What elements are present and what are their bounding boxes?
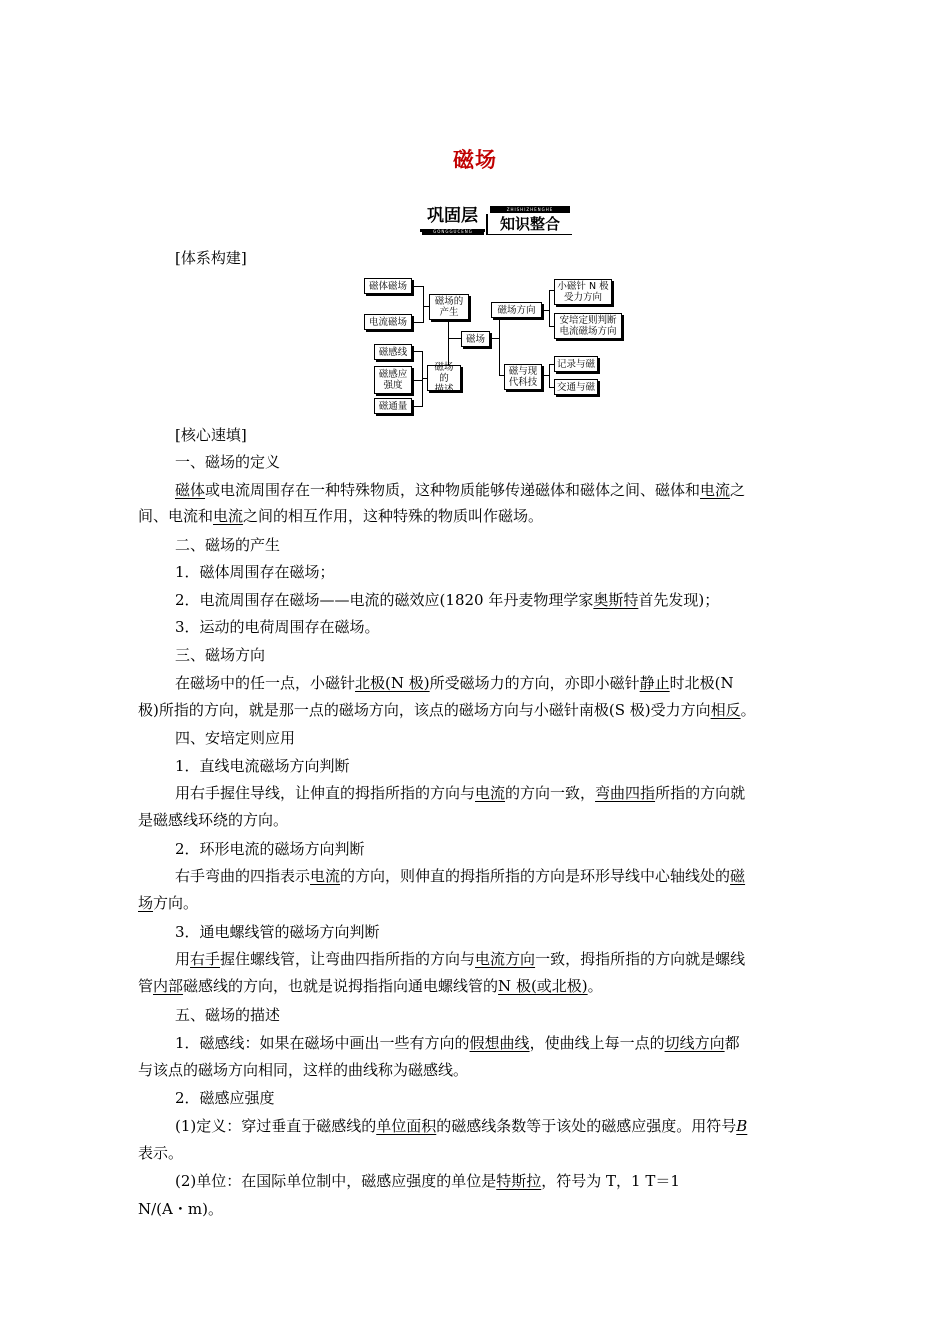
text: 磁感线的方向，也就是说拇指指向通电螺线管的 bbox=[183, 977, 499, 995]
node-flux: 磁通量 bbox=[374, 398, 412, 414]
text: 所受磁场力的方向，亦即小磁针 bbox=[429, 674, 640, 692]
text: 的方向，则伸直的拇指所指的方向是环形导线中心轴线处的 bbox=[340, 867, 731, 885]
s5-p2-line1 bbox=[175, 1113, 853, 1139]
node-field-center: 磁场 bbox=[461, 331, 490, 347]
blank: 静止 bbox=[639, 674, 670, 692]
node-field-description bbox=[427, 361, 461, 395]
s4-sub3: 3．通电螺线管的磁场方向判断 bbox=[175, 923, 380, 941]
node-field-direction: 磁场方向 bbox=[491, 302, 542, 318]
node-magnet-field: 磁体磁场 bbox=[364, 278, 412, 294]
diagram-line bbox=[549, 364, 550, 387]
s5-heading: 五、磁场的描述 bbox=[175, 1006, 281, 1024]
blank: 电流 bbox=[475, 784, 506, 802]
blank: 相反 bbox=[710, 701, 741, 719]
text: 1．磁感线：如果在磁场中画出一些有方向的 bbox=[175, 1034, 470, 1052]
text: 之间的相互作用，这种特殊的物质叫作磁场。 bbox=[243, 507, 544, 525]
node-current-field: 电流磁场 bbox=[364, 314, 412, 330]
s5-p1-line2: 与该点的磁场方向相同，这样的曲线称为磁感线。 bbox=[138, 1061, 469, 1079]
text: 用 bbox=[175, 950, 191, 968]
s1-heading: 一、磁场的定义 bbox=[175, 453, 281, 471]
s1-line2 bbox=[138, 503, 816, 529]
blank: 磁体 bbox=[175, 481, 206, 499]
blank: 右手 bbox=[190, 950, 221, 968]
s4-heading: 四、安培定则应用 bbox=[175, 729, 296, 747]
text: 2．电流周围存在磁场——电流的磁效应(1820 年丹麦物理学家 bbox=[175, 591, 594, 609]
blank: 电流 bbox=[310, 867, 341, 885]
diagram-line bbox=[412, 380, 422, 381]
text: 之 bbox=[730, 481, 746, 499]
node-needle-force-line2: 受力方向 bbox=[563, 292, 602, 303]
banner-right-pinyin: ZHISHIZHENGHE bbox=[490, 206, 570, 213]
s4-p2-line2 bbox=[138, 890, 816, 916]
s2-heading: 二、磁场的产生 bbox=[175, 536, 281, 554]
s4-p3-line1 bbox=[175, 946, 853, 972]
s2-item3: 3．运动的电荷周围存在磁场。 bbox=[175, 618, 380, 636]
s4-p3-line2 bbox=[138, 973, 816, 999]
s5-p3-line2: N/(A・m)。 bbox=[138, 1200, 223, 1218]
diagram-line bbox=[549, 290, 550, 326]
blank: 场 bbox=[138, 894, 154, 912]
node-ampere-rule-line1: 安培定则判断 bbox=[559, 315, 617, 326]
text: 握住螺线管，让弯曲四指所指的方向与 bbox=[220, 950, 476, 968]
s5-p3-line1 bbox=[175, 1168, 853, 1194]
s3-line2 bbox=[138, 697, 816, 723]
node-induction-line1: 磁感应 bbox=[378, 369, 408, 380]
diagram-line bbox=[490, 338, 499, 339]
node-ampere-rule-line2: 电流磁场方向 bbox=[559, 326, 617, 337]
text: 首先发现)； bbox=[638, 591, 720, 609]
node-ampere-rule bbox=[554, 313, 622, 339]
blank: 奥斯特 bbox=[593, 591, 639, 609]
s2-item1: 1．磁体周围存在磁场； bbox=[175, 563, 335, 581]
blank-symbol: B bbox=[736, 1117, 748, 1135]
s3-line1 bbox=[175, 670, 853, 696]
diagram-line bbox=[412, 286, 423, 287]
s4-p2-line1 bbox=[175, 863, 853, 889]
s5-p2-line2: 表示。 bbox=[138, 1144, 184, 1162]
diagram-line bbox=[448, 320, 449, 340]
text: 极)所指的方向，就是那一点的磁场方向，该点的磁场方向与小磁针南极(S 极)受力方向 bbox=[138, 701, 711, 719]
section-banner bbox=[420, 205, 570, 235]
s4-sub2: 2．环形电流的磁场方向判断 bbox=[175, 840, 365, 858]
diagram-line bbox=[499, 310, 500, 375]
diagram-line bbox=[542, 310, 549, 311]
s5-sub2: 2．磁感应强度 bbox=[175, 1089, 275, 1107]
blank: N 极(或北极) bbox=[498, 977, 588, 995]
blank: 假想曲线 bbox=[469, 1034, 530, 1052]
text: 右手弯曲的四指表示 bbox=[175, 867, 311, 885]
section-system-label: [体系构建] bbox=[175, 249, 247, 267]
blank: 电流 bbox=[213, 507, 244, 525]
blank: 内部 bbox=[153, 977, 184, 995]
banner-right: 知识整合 bbox=[486, 214, 572, 235]
diagram-line bbox=[448, 338, 461, 339]
node-field-description-line1: 磁场的 bbox=[434, 361, 454, 384]
blank: 单位面积 bbox=[376, 1117, 437, 1135]
banner-left-pinyin: GONGGUCENG bbox=[422, 229, 484, 235]
s1-line1 bbox=[175, 477, 853, 503]
blank: 切线方向 bbox=[664, 1034, 725, 1052]
node-modern-tech bbox=[504, 364, 542, 390]
node-field-origin bbox=[429, 294, 469, 320]
text: 用右手握住导线，让伸直的拇指所指的方向与 bbox=[175, 784, 476, 802]
text: 方向。 bbox=[153, 894, 199, 912]
page-title: 磁场 bbox=[453, 148, 497, 172]
text: 的磁感线条数等于该处的磁感应强度。用符号 bbox=[436, 1117, 737, 1135]
text: 所指的方向就 bbox=[655, 784, 746, 802]
blank: 电流 bbox=[700, 481, 731, 499]
text: (2)单位：在国际单位制中，磁感应强度的单位是 bbox=[175, 1172, 497, 1190]
concept-diagram bbox=[360, 276, 630, 418]
diagram-line bbox=[412, 406, 422, 407]
text: 。 bbox=[740, 701, 756, 719]
s4-p1-line1 bbox=[175, 780, 853, 806]
blank: 北极(N 极) bbox=[355, 674, 430, 692]
diagram-line bbox=[542, 375, 549, 376]
text: 。 bbox=[587, 977, 603, 995]
text: 时北极(N bbox=[669, 674, 734, 692]
text: 一致，拇指所指的方向就是螺线 bbox=[535, 950, 746, 968]
s4-p1-line2: 是磁感线环绕的方向。 bbox=[138, 811, 289, 829]
blank: 电流方向 bbox=[475, 950, 536, 968]
node-recording: 记录与磁 bbox=[554, 356, 598, 372]
node-transport: 交通与磁 bbox=[554, 379, 598, 395]
text: ，使曲线上每一点的 bbox=[529, 1034, 665, 1052]
text: (1)定义：穿过垂直于磁感线的 bbox=[175, 1117, 377, 1135]
node-field-origin-line2: 产生 bbox=[439, 307, 459, 318]
node-needle-force-line1: 小磁针 N 极 bbox=[557, 281, 609, 292]
node-field-origin-line1: 磁场的 bbox=[434, 296, 464, 307]
s2-item2 bbox=[175, 587, 853, 613]
blank: 磁 bbox=[730, 867, 746, 885]
diagram-line bbox=[423, 286, 424, 323]
s5-p1-line1 bbox=[175, 1030, 853, 1056]
text: 在磁场中的任一点，小磁针 bbox=[175, 674, 356, 692]
diagram-line bbox=[422, 351, 423, 407]
text: 间、电流和 bbox=[138, 507, 214, 525]
text: ，符号为 T，1 T＝1 bbox=[541, 1172, 680, 1190]
diagram-line bbox=[412, 322, 423, 323]
text: 的方向一致， bbox=[505, 784, 596, 802]
text: 管 bbox=[138, 977, 154, 995]
node-induction-line2: 强度 bbox=[383, 380, 403, 391]
text: 或电流周围存在一种特殊物质，这种物质能够传递磁体和磁体之间、磁体和 bbox=[205, 481, 701, 499]
section-fill-label: [核心速填] bbox=[175, 426, 247, 444]
s4-sub1: 1．直线电流磁场方向判断 bbox=[175, 757, 350, 775]
blank: 特斯拉 bbox=[496, 1172, 542, 1190]
node-modern-tech-line2: 代科技 bbox=[508, 377, 538, 388]
banner-left: 巩固层 bbox=[420, 205, 485, 232]
node-field-description-line2: 描述 bbox=[434, 383, 454, 395]
node-modern-tech-line1: 磁与现 bbox=[508, 366, 538, 377]
node-field-lines: 磁感线 bbox=[374, 344, 412, 360]
diagram-line bbox=[412, 351, 422, 352]
s3-heading: 三、磁场方向 bbox=[175, 646, 266, 664]
node-induction bbox=[374, 366, 412, 394]
node-needle-force bbox=[554, 279, 612, 305]
blank: 弯曲四指 bbox=[595, 784, 656, 802]
text: 都 bbox=[724, 1034, 740, 1052]
